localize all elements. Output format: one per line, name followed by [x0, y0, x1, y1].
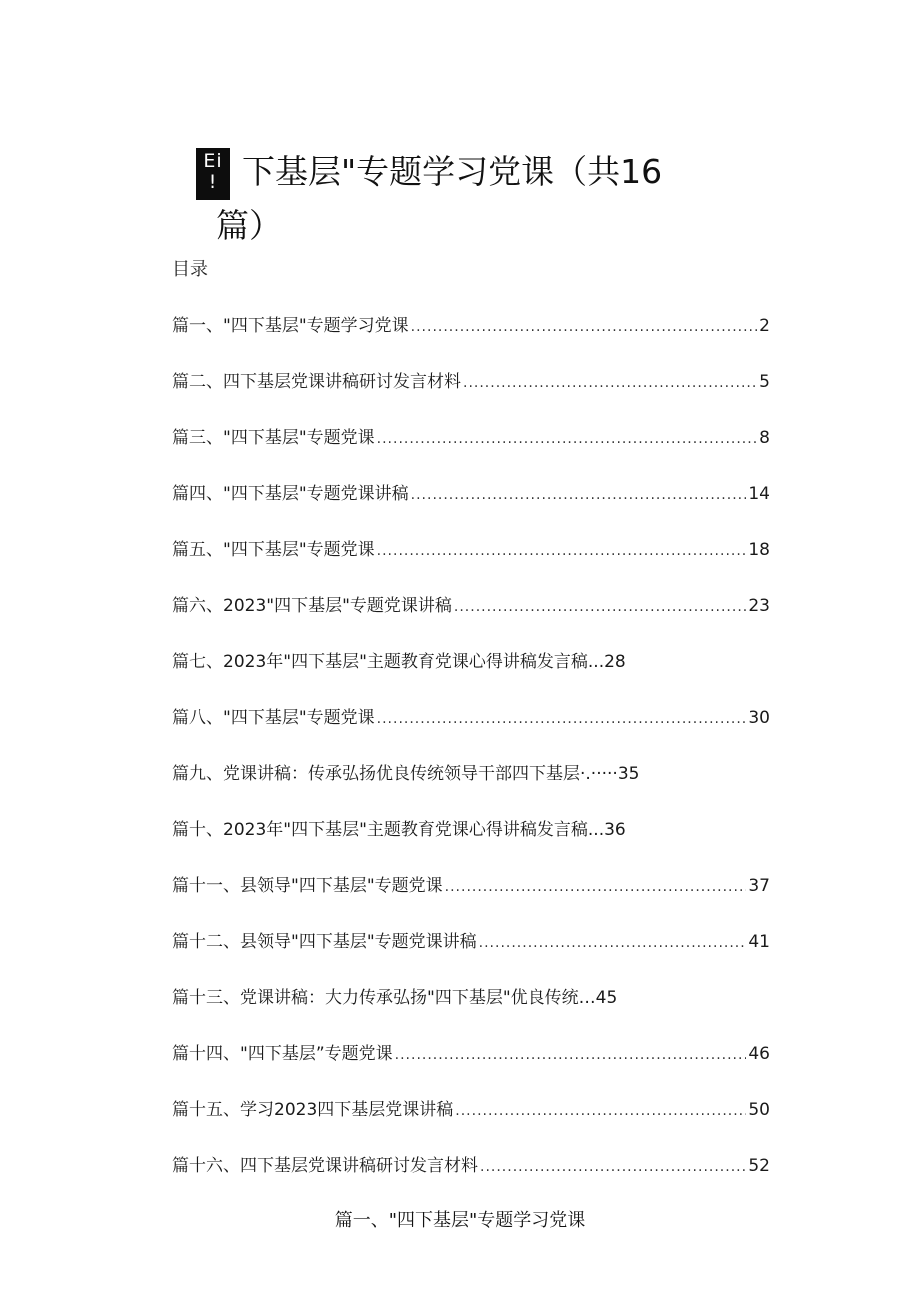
toc-entry-page-number: 46	[748, 1044, 770, 1064]
toc-entry-page-number: 23	[748, 596, 770, 616]
title-line-2: 篇）	[216, 206, 282, 245]
toc-entry[interactable]	[172, 367, 770, 423]
toc-entry-leader-dots	[455, 1096, 746, 1126]
toc-entry-page-number: 37	[748, 876, 770, 896]
section-heading: 篇一、"四下基层"专题学习党课	[334, 1210, 586, 1231]
toc-entry-leader-dots	[445, 872, 747, 902]
toc-entry-label: 篇一、"四下基层"专题学习党课	[172, 316, 409, 336]
toc-entry[interactable]	[172, 1095, 770, 1151]
toc-heading: 目录	[172, 259, 208, 280]
stamp-line-2: !	[208, 171, 218, 193]
toc-entry-page-number: 8	[759, 428, 770, 448]
toc-entry[interactable]	[172, 1151, 770, 1207]
toc-entry-label: 篇四、"四下基层"专题党课讲稿	[172, 484, 409, 504]
toc-entry-page-number: 2	[759, 316, 770, 336]
toc-entry[interactable]	[172, 535, 770, 591]
toc-entry-label: 篇三、"四下基层"专题党课	[172, 428, 375, 448]
toc-entry[interactable]	[172, 815, 770, 871]
toc-entry-leader-dots	[377, 536, 747, 566]
toc-entry[interactable]	[172, 927, 770, 983]
toc-entry[interactable]	[172, 759, 770, 815]
toc-entry[interactable]	[172, 591, 770, 647]
title-line-1: 下基层"专题学习党课（共16	[242, 152, 663, 191]
toc-entry-label: 篇十二、县领导"四下基层"专题党课讲稿	[172, 932, 477, 952]
toc-entry-page-number: 30	[748, 708, 770, 728]
toc-entry-leader-dots	[480, 1152, 746, 1182]
toc-entry-page-number: 14	[748, 484, 770, 504]
toc-entry-label: 篇十一、县领导"四下基层"专题党课	[172, 876, 443, 896]
toc-entry-leader-dots	[454, 592, 746, 622]
toc-entry-page-number: 41	[748, 932, 770, 952]
toc-entry-label: 篇八、"四下基层"专题党课	[172, 708, 375, 728]
toc-entry-label: 篇十六、四下基层党课讲稿研讨发言材料	[172, 1156, 478, 1176]
toc-entry-label: 篇十三、党课讲稿：大力传承弘扬"四下基层"优良传统…45	[172, 988, 618, 1008]
toc-entry-label: 篇十四、"四下基层”专题党课	[172, 1044, 393, 1064]
toc-entry-label: 篇九、党课讲稿：传承弘扬优良传统领导干部四下基层·.·····35	[172, 764, 640, 784]
toc-entry[interactable]	[172, 703, 770, 759]
toc-entry-label: 篇十五、学习2023四下基层党课讲稿	[172, 1100, 454, 1120]
toc-entry-leader-dots	[377, 424, 758, 454]
toc-entry-page-number: 18	[748, 540, 770, 560]
toc-entry[interactable]	[172, 311, 770, 367]
toc-entry-leader-dots	[377, 704, 747, 734]
toc-entry-leader-dots	[463, 368, 757, 398]
toc-entry-page-number: 52	[748, 1156, 770, 1176]
toc-entry[interactable]	[172, 983, 770, 1039]
toc-entry[interactable]	[172, 871, 770, 927]
toc-entry-label: 篇七、2023年"四下基层"主题教育党课心得讲稿发言稿...28	[172, 652, 626, 672]
toc-entry-leader-dots	[411, 480, 747, 510]
toc-entry[interactable]	[172, 647, 770, 703]
title-stamp-logo	[196, 148, 230, 200]
toc-entry[interactable]	[172, 479, 770, 535]
toc-entry-label: 篇五、"四下基层"专题党课	[172, 540, 375, 560]
toc-entry-label: 篇二、四下基层党课讲稿研讨发言材料	[172, 372, 461, 392]
toc-entry[interactable]	[172, 423, 770, 479]
toc-entry-page-number: 5	[759, 372, 770, 392]
table-of-contents	[172, 311, 770, 1207]
toc-entry[interactable]	[172, 1039, 770, 1095]
toc-entry-label: 篇六、2023"四下基层"专题党课讲稿	[172, 596, 452, 616]
toc-entry-leader-dots	[479, 928, 747, 958]
toc-entry-page-number: 50	[748, 1100, 770, 1120]
toc-entry-leader-dots	[411, 312, 758, 342]
toc-entry-label: 篇十、2023年"四下基层"主题教育党课心得讲稿发言稿...36	[172, 820, 626, 840]
stamp-line-1: Ei	[203, 150, 223, 172]
toc-entry-leader-dots	[395, 1040, 747, 1070]
